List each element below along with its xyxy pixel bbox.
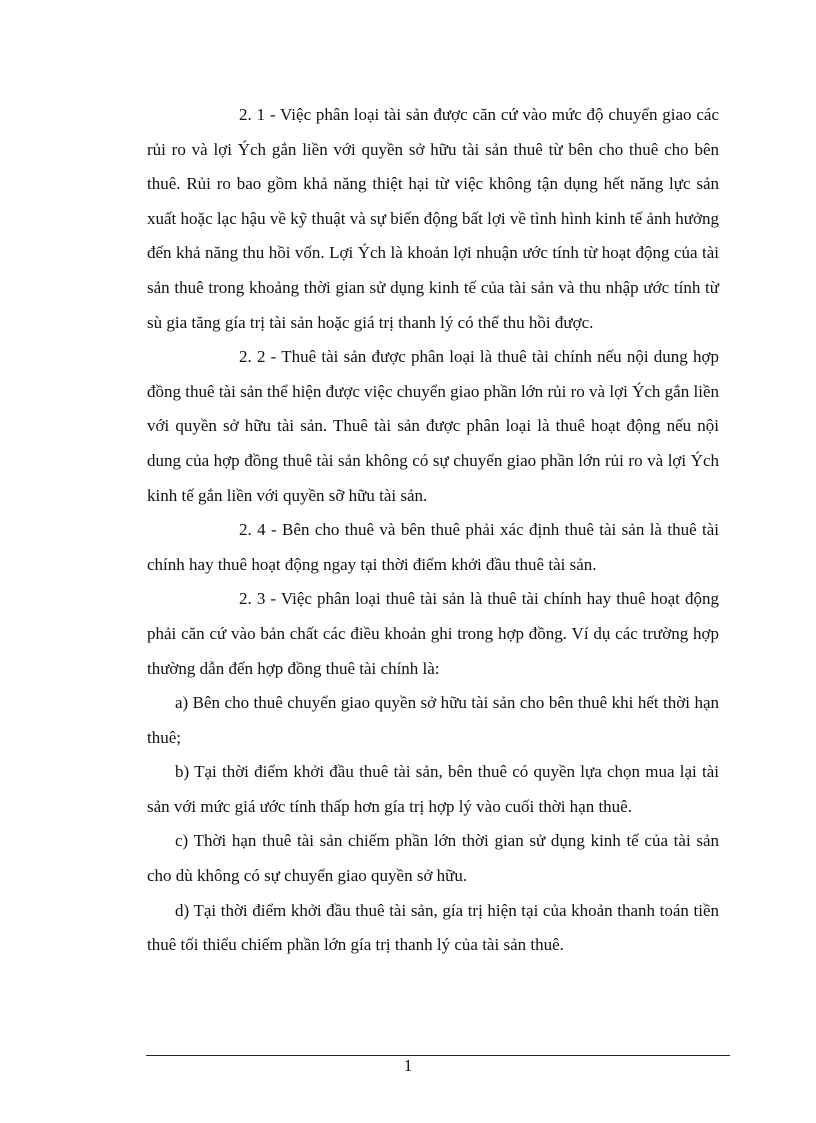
paragraph-2-2: 2. 2 - Thuê tài sản được phân loại là thuê tài chính nếu nội dung hợp đồng thuê tài sản thể hiện được việc chuyển giao phần lớn rủi ro và lợi Ých gắn liền với quyền sở hữu tài sản. Thuê tài sản được phân loại là thuê hoạt động nếu nội dung của hợp đồng thuê tài sản không có sự chuyển giao phần lớn rủi ro và lợi Ých kinh tế gắn liền với quyền sỡ hữu tài sản. xyxy=(147,347,719,505)
list-item-a: a) Bên cho thuê chuyển giao quyền sở hữu tài sản cho bên thuê khi hết thời hạn thuê; xyxy=(147,693,719,747)
page-number: 1 xyxy=(403,1056,413,1075)
list-item-c: c) Thời hạn thuê tài sản chiếm phần lớn thời gian sử dụng kinh tế của tài sản cho dù không có sự chuyển giao quyền sở hữu. xyxy=(147,831,719,886)
list-item-d: d) Tại thời điểm khởi đầu thuê tài sản, gía trị hiện tại của khoản thanh toán tiền thuê tối thiểu chiếm phần lớn gía trị thanh lý của tài sản thuê. xyxy=(147,900,719,955)
paragraph-2-3: 2. 3 - Việc phân loại thuê tài sản là thuê tài chính hay thuê hoạt động phải căn cứ vào bản chất các điều khoản ghi trong hợp đồng. Ví dụ các trường hợp thường dẫn đến hợp đồng thuê tài chính là: xyxy=(147,589,719,678)
list-item-b: b) Tại thời điểm khởi đầu thuê tài sản, bên thuê có quyền lựa chọn mua lại tài sản với mức giá ước tính thấp hơn gía trị hợp lý vào cuối thời hạn thuê. xyxy=(147,762,719,816)
document-body xyxy=(147,98,719,963)
paragraph-2-4: 2. 4 - Bên cho thuê và bên thuê phải xác định thuê tài sản là thuê tài chính hay thuê hoạt động ngay tại thời điểm khởi đầu thuê tài sản. xyxy=(147,520,719,574)
footer-divider xyxy=(146,1055,730,1056)
paragraph-2-1: 2. 1 - Việc phân loại tài sản được căn cứ vào mức độ chuyển giao các rủi ro và lợi Ých gắn liền với quyền sở hữu tài sản thuê từ bên cho thuê cho bên thuê. Rủi ro bao gồm khả năng thiệt hại từ việc không tận dụng hết năng lực sản xuất hoặc lạc hậu về kỹ thuật và sự biến động bất lợi về tình hình kinh tế ảnh hưởng đến khả năng thu hồi vốn. Lợi Ých là khoản lợi nhuận ước tính từ hoạt động của tài sản thuê trong khoảng thời gian sử dụng kinh tế của tài sản và thu nhập ước tính từ sù gia tăng gía trị tài sản hoặc giá trị thanh lý có thể thu hồi được. xyxy=(147,105,719,332)
